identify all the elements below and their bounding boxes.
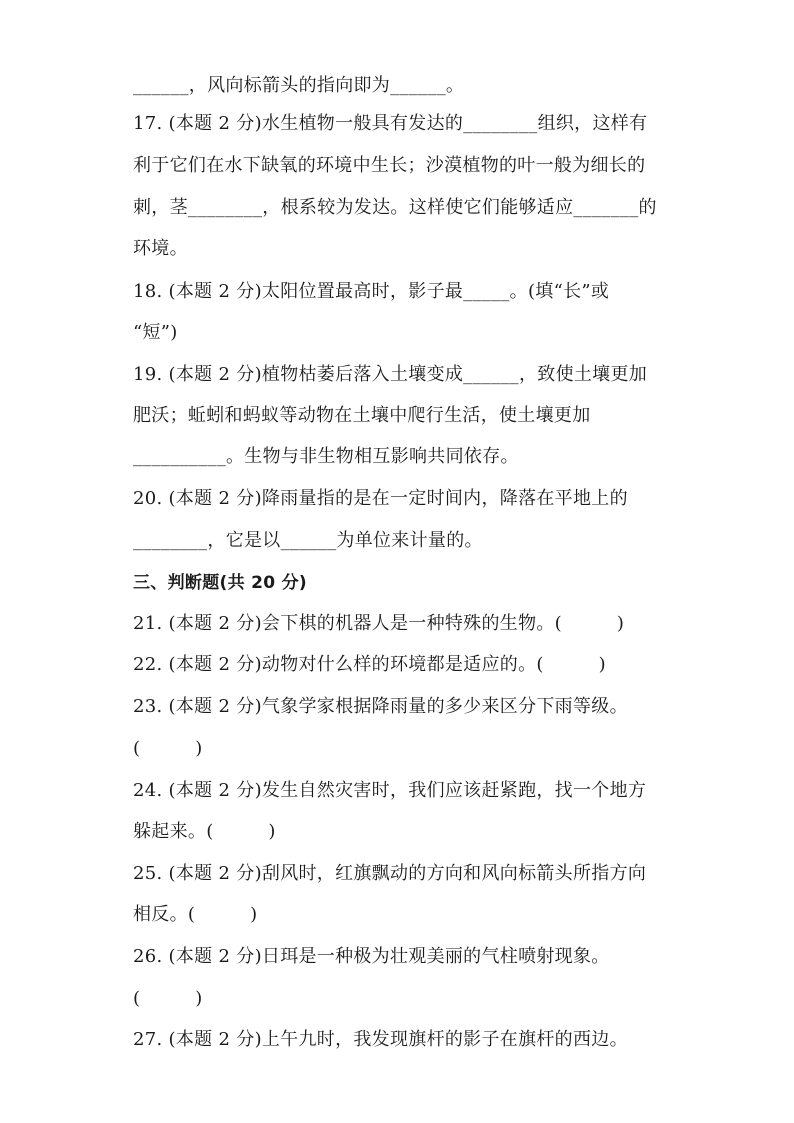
- section-heading: 三、判断题(共 20 分): [133, 573, 307, 593]
- q20-line-1: 20. (本题 2 分)降雨量指的是在一定时间内，降落在平地上的: [133, 488, 628, 509]
- q16-continuation: ______，风向标箭头的指向即为______。: [133, 75, 465, 96]
- q19-line-2: 肥沃；蚯蚓和蚂蚁等动物在土壤中爬行生活，使土壤更加: [133, 405, 591, 426]
- q20-line-2: ________，它是以______为单位来计量的。: [133, 530, 483, 551]
- q17-line-3: 刺，茎________，根系较为发达。这样使它们能够适应_______的: [133, 197, 657, 218]
- q26-line-1: 26. (本题 2 分)日珥是一种极为壮观美丽的气柱喷射现象。: [133, 946, 610, 967]
- q26-answer-blank: ( ): [133, 988, 203, 1009]
- q17-line-4: 环境。: [133, 238, 188, 259]
- q17-line-1: 17. (本题 2 分)水生植物一般具有发达的________组织，这样有: [133, 113, 648, 134]
- q25-line-2: 相反。( ): [133, 904, 258, 925]
- q24-line-1: 24. (本题 2 分)发生自然灾害时，我们应该赶紧跑，找一个地方: [133, 780, 647, 801]
- q18-line-1: 18. (本题 2 分)太阳位置最高时，影子最_____。(填“长”或: [133, 281, 610, 302]
- q19-line-1: 19. (本题 2 分)植物枯萎后落入土壤变成______，致使土壤更加: [133, 364, 648, 385]
- q27-line-1: 27. (本题 2 分)上午九时，我发现旗杆的影子在旗杆的西边。: [133, 1029, 628, 1050]
- q23-answer-blank: ( ): [133, 738, 203, 759]
- q22: 22. (本题 2 分)动物对什么样的环境都是适应的。( ): [133, 654, 606, 675]
- q25-line-1: 25. (本题 2 分)刮风时，红旗飘动的方向和风向标箭头所指方向: [133, 863, 647, 884]
- q23-line-1: 23. (本题 2 分)气象学家根据降雨量的多少来区分下雨等级。: [133, 696, 628, 717]
- q19-line-3: __________。生物与非生物相互影响共同依存。: [133, 446, 519, 467]
- q17-line-2: 利于它们在水下缺氧的环境中生长；沙漠植物的叶一般为细长的: [133, 155, 646, 176]
- q24-line-2: 躲起来。( ): [133, 821, 276, 842]
- q21: 21. (本题 2 分)会下棋的机器人是一种特殊的生物。( ): [133, 613, 625, 634]
- q18-line-2: “短”): [133, 322, 178, 343]
